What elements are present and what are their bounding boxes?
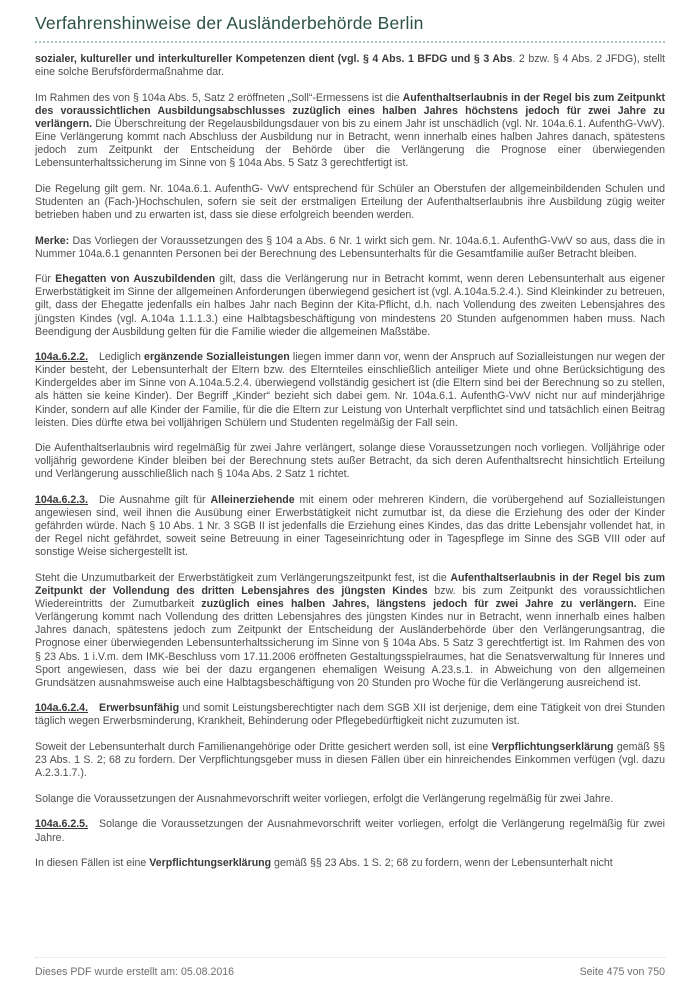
text-run: Solange die Voraussetzungen der Ausnahmevorschrift weiter vorliegen, erfolgt die Verlängerung regelmäßig für zwei Jahre.: [35, 792, 614, 805]
paragraph: [35, 857, 665, 870]
paragraph: [35, 183, 665, 222]
footer-created-date: Dieses PDF wurde erstellt am: 05.08.2016: [35, 966, 235, 978]
section-number: 104a.6.2.5.: [35, 818, 89, 831]
paragraph: [35, 92, 665, 171]
paragraph: [35, 741, 665, 780]
paragraph: [35, 351, 665, 430]
text-run: Das Vorliegen der Voraussetzungen des § 104 a Abs. 6 Nr. 1 wirkt sich gem. Nr. 104a.6.1. AufenthG-VwV so aus, dass die in Nummer 104a.6.1 genannten Personen bei der Berechnung des Lebensunterhalts für die Gesamtfamilie außer Betracht bleiben.: [35, 234, 665, 260]
page-title: Verfahrenshinweise der Ausländerbehörde Berlin: [35, 13, 424, 33]
text-run: Solange die Voraussetzungen der Ausnahmevorschrift weiter vorliegen, erfolgt die Verlängerung regelmäßig für zwei Jahre.: [35, 818, 665, 844]
section-number: 104a.6.2.3.: [35, 494, 89, 507]
text-run: und somit Leistungsberechtigter nach dem SGB XII ist derjenige, dem eine Tätigkeit von drei Stunden täglich wegen Erwerbsminderung, Krankheit, Behinderung oder Pflegebedürftigkeit nicht zuzumuten ist.: [35, 702, 665, 728]
document-body: [0, 43, 700, 870]
paragraph: [35, 572, 665, 690]
paragraph: [35, 235, 665, 261]
text-run: zuzüglich eines halben Jahres, längstens jedoch für zwei Jahre zu verlängern.: [201, 598, 637, 611]
text-run: Aufenthaltserlaubnis in der Regel bis zum Zeitpunkt der Vollendung des dritten Lebensjahres des jüngsten Kindes: [35, 572, 665, 598]
text-run: Erwerbsunfähig: [99, 702, 180, 715]
text-run: Alleinerziehende: [210, 494, 295, 507]
text-run: ergänzende Sozialleistungen: [144, 351, 290, 364]
text-run: Für: [35, 273, 56, 286]
paragraph: [35, 273, 665, 338]
paragraph: [35, 818, 665, 844]
text-run: Ehegatten von Auszubildenden: [55, 273, 216, 286]
paragraph: [35, 442, 665, 481]
text-run: Lediglich: [99, 351, 145, 364]
paragraph: [35, 53, 665, 79]
text-run: Die Aufenthaltserlaubnis wird regelmäßig für zwei Jahre verlängert, solange diese Voraussetzungen noch vorliegen. Volljährige oder volljährig gewordene Kinder bleiben bei der Berechnung stets außer Betracht, da sich deren Aufenthaltsrecht hinsichtlich Erteilung und Verlängerung ausschließlich nach § 104a Abs. 2 Satz 1 richtet.: [35, 442, 665, 481]
footer-page-number: Seite 475 von 750: [579, 966, 665, 978]
text-run: . 2 bzw. § 4 Abs. 2 JFDG), stellt eine solche Berufsfördermaßnahme dar.: [35, 53, 666, 79]
page-header: [0, 0, 700, 34]
text-run: In diesen Fällen ist eine: [35, 857, 150, 870]
paragraphs: [35, 53, 665, 870]
text-run: Aufenthaltserlaubnis in der Regel bis zum Zeitpunkt des voraussichtlichen Ausbildungsabschlusses zuzüglich eines halben Jahres höchstens jedoch für zwei Jahre zu verlängern.: [35, 91, 665, 130]
text-run: Soweit der Lebensunterhalt durch Familienangehörige oder Dritte gesichert werden soll, ist eine: [35, 741, 492, 754]
text-run: gilt, dass die Verlängerung nur in Betracht kommt, wenn deren Lebensunterhalt aus eigener Erwerbstätigkeit im Sinne der allgemeinen Anforderungen überwiegend gesichert ist (vgl. A.104a.5.2.4.). Sind Kleinkinder zu betreuen, gilt, dass der Ehegatte jedenfalls ein halbes Jahr nach Beginn der Kita-Pflicht, d.h. nach Vollendung des zweiten Lebensjahres des jüngsten Kindes (vgl. A.104a 1.1.1.3.) eine Halbtagsbeschäftigung von mindestens 20 Stunden aufgenommen haben muss. Nach Beendigung der Ausbildung gelten für die Familie wieder die allgemeinen Maßstäbe.: [35, 273, 665, 338]
text-run: liegen immer dann vor, wenn der Anspruch auf Sozialleistungen nur wegen der Kinder besteht, der Lebensunterhalt der Eltern bzw. des Elternteiles einschließlich anteiliger Miete und ohne Berücksichtigung des Kindergeldes aber im Sinne von A.104a.5.2.4. überwiegend vollständig gesichert ist (die Eltern sind bei der Berechnung so zu stellen, als hätten sie keine Kinder). Der Begriff „Kinder“ bezieht sich dabei gem. Nr. 104a.6.1. AufenthG-VwV nicht nur auf minderjährige Kinder, sondern auf alle Kinder der Familie, für die die Eltern zur Leistung von Unterhalt verpflichtet sind und tatsächlich einen Beitrag leisten. Dies dürfte etwa bei volljährigen Schülern und Studenten regelmäßig der Fall sein.: [35, 351, 666, 429]
paragraph: [35, 702, 665, 728]
paragraph: [35, 494, 665, 559]
text-run: Verpflichtungserklärung: [149, 857, 272, 870]
text-run: sozialer, kultureller und interkultureller Kompetenzen dient (vgl. § 4 Abs. 1 BFDG und § 3 Abs: [35, 53, 513, 65]
text-run: Eine Verlängerung kommt nach Vollendung des dritten Lebensjahres des jüngsten Kindes nur in Betracht, wenn innerhalb eines halben Jahres danach, spätestens jedoch zum Zeitpunkt der Entscheidung der Ausländerbehörde über den Verlängerungsantrag, die Prognose einer überwiegenden Lebensunterhaltssicherung im Sinne von § 104a Abs. 5 Satz 3 gerechtfertigt ist. Im Rahmen des von § 23 Abs. 1 i.V.m. dem IMK-Beschluss vom 17.11.2006 eröffneten Gestaltungsspielraumes, hat die Senatsverwaltung für Inneres und Sport angewiesen, dass wie bei der dazu ergangenen ehemaligen Weisung A.23.s.1. in Abweichung von den allgemeinen Grundsätzen ausnahmsweise auch eine Halbtagsbeschäftigung von 20 Stunden pro Woche für die Verlängerung ausreichend ist.: [35, 598, 665, 689]
page-footer: [35, 957, 665, 978]
text-run: Die Regelung gilt gem. Nr. 104a.6.1. AufenthG- VwV entsprechend für Schüler an Oberstufen der allgemeinbildenden Schulen und Studenten an (Fach-)Hochschulen, sofern sie seit der erstmaligen Erteilung der Aufenthaltserlaubnis ihre Ausbildung zügig weiter betrieben haben und zu erwarten ist, dass sie diese erfolgreich beenden werden.: [35, 182, 665, 221]
text-run: bzw. bis zum Zeitpunkt des voraussichtlichen Wiedereintritts der Zumutbarkeit: [35, 585, 666, 611]
section-number: 104a.6.2.2.: [35, 351, 89, 364]
paragraph: [35, 793, 665, 806]
text-run: Die Ausnahme gilt für: [99, 494, 211, 507]
text-run: gemäß §§ 23 Abs. 1 S. 2; 68 zu fordern. Der Verpflichtungsgeber muss in diesen Fällen über ein hinreichendes Einkommen verfügen (vgl. dazu A.2.3.1.7.).: [35, 741, 665, 780]
text-run: mit einem oder mehreren Kindern, die vorübergehend auf Sozialleistungen angewiesen sind, weil ihnen die Ausübung einer Erwerbstätigkeit nicht zumutbar ist, da diese die Erziehung des oder der Kinder gefährden würde. Nach § 10 Abs. 1 Nr. 3 SGB II ist jedenfalls die Erziehung eines Kindes, das das dritte Lebensjahr vollendet hat, in der Regel nicht gefährdet, soweit seine Betreuung in einer Tageseinrichtung oder in Tagespflege im Sinne des SGB VIII oder auf sonstige Weise sichergestellt ist.: [35, 494, 665, 559]
text-run: Steht die Unzumutbarkeit der Erwerbstätigkeit zum Verlängerungszeitpunkt fest, ist die: [35, 572, 451, 584]
section-number: 104a.6.2.4.: [35, 702, 89, 715]
text-run: Die Überschreitung der Regelausbildungsdauer von bis zu einem Jahr ist unschädlich (vgl. Nr. 104a.6.1. AufenthG-VwV). Eine Verlängerung kommt nach Abschluss der Ausbildung nur in Betracht, wenn innerhalb eines halben Jahres danach, spätestens jedoch zum Zeitpunkt der Entscheidung der Behörde über die Verlängerung die Prognose einer überwiegenden Lebensunterhaltssicherung im Sinne von § 104a Abs. 5 Satz 3 gerechtfertigt ist.: [35, 117, 665, 170]
text-run: Im Rahmen des von § 104a Abs. 5, Satz 2 eröffneten „Soll“-Ermessens ist die: [35, 91, 403, 104]
text-run: Merke:: [35, 234, 70, 247]
text-run: gemäß §§ 23 Abs. 1 S. 2; 68 zu fordern, wenn der Lebensunterhalt nicht: [271, 857, 613, 870]
text-run: Verpflichtungserklärung: [491, 741, 614, 754]
